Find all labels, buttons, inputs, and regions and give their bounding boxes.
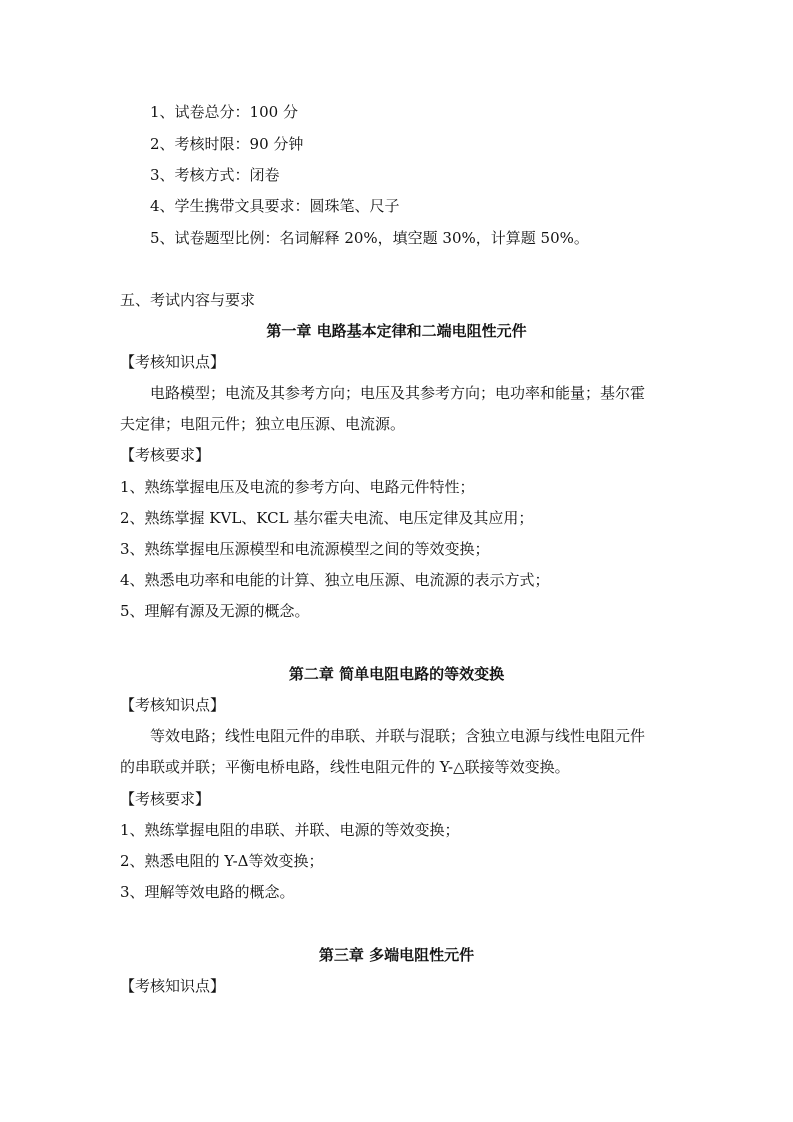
chapter-3-knowledge-label: 【考核知识点】 [120, 977, 226, 995]
chapter-2-knowledge-label: 【考核知识点】 [120, 696, 226, 714]
chapter-3-title: 第三章 多端电阻性元件 [318, 946, 475, 964]
chapter-1-requirement-1: 1、熟练掌握电压及电流的参考方向、电路元件特性； [120, 478, 475, 496]
chapter-1-requirement-2: 2、熟练掌握 KVL、KCL 基尔霍夫电流、电压定律及其应用； [120, 509, 534, 527]
chapter-2-requirements-label: 【考核要求】 [120, 790, 211, 808]
exam-stationery: 4、学生携带文具要求：圆珠笔、尺子 [150, 197, 400, 215]
exam-question-ratio: 5、试卷题型比例：名词解释 20%，填空题 30%，计算题 50%。 [150, 229, 589, 247]
chapter-1-knowledge-label: 【考核知识点】 [120, 353, 226, 371]
exam-method: 3、考核方式：闭卷 [150, 166, 280, 184]
chapter-1-requirements-label: 【考核要求】 [120, 446, 211, 464]
chapter-1-knowledge-line-2: 夫定律；电阻元件；独立电压源、电流源。 [120, 415, 406, 433]
chapter-2-requirement-1: 1、熟练掌握电阻的串联、并联、电源的等效变换； [120, 821, 460, 839]
chapter-2-knowledge-line-1: 等效电路；线性电阻元件的串联、并联与混联；含独立电源与线性电阻元件 [150, 727, 646, 745]
exam-total-score: 1、试卷总分：100 分 [150, 103, 298, 121]
chapter-1-title: 第一章 电路基本定律和二端电阻性元件 [266, 322, 527, 340]
chapter-1-knowledge-line-1: 电路模型；电流及其参考方向；电压及其参考方向；电功率和能量；基尔霍 [150, 384, 646, 402]
exam-time-limit: 2、考核时限：90 分钟 [150, 135, 304, 153]
chapter-2-knowledge-line-2: 的串联或并联；平衡电桥电路，线性电阻元件的 Y-△联接等效变换。 [120, 758, 570, 776]
chapter-2-requirement-2: 2、熟悉电阻的 Y-Δ等效变换； [120, 852, 324, 870]
chapter-2-requirement-3: 3、理解等效电路的概念。 [120, 883, 295, 901]
chapter-1-requirement-5: 5、理解有源及无源的概念。 [120, 602, 310, 620]
chapter-2-title: 第二章 简单电阻电路的等效变换 [288, 665, 505, 683]
chapter-1-requirement-4: 4、熟悉电功率和电能的计算、独立电压源、电流源的表示方式； [120, 571, 550, 589]
chapter-1-requirement-3: 3、熟练掌握电压源模型和电流源模型之间的等效变换； [120, 540, 490, 558]
section-title: 五、考试内容与要求 [120, 291, 256, 309]
